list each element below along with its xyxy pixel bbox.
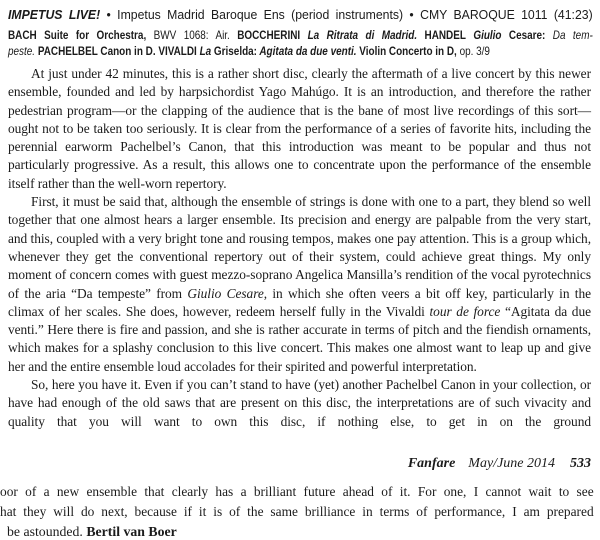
aria-title: peste.	[8, 44, 38, 58]
page-number: 533	[570, 456, 591, 471]
work-title: La	[196, 44, 212, 58]
fragment-line-2	[0, 502, 594, 522]
headnote-title-line	[8, 6, 593, 23]
french-phrase: tour de force	[429, 303, 501, 319]
catalog-number-and-timing: CMY BAROQUE 1011 (41:23)	[420, 7, 593, 22]
text-segment: So, here you have it. Even if you can’t stand to have (yet) another Pachelbel Canon in your collection, or have had enough of the old saws that are present on this disc, the interpretations are of such vivacity and quality that you will want to own this disc, if nothing else, to get in on the ground	[8, 377, 591, 429]
text-segment: hat they will do next, because if it is of the same brilliance in terms of performance, I am prepared	[0, 504, 594, 519]
text-segment: “Agitata da due venti.” Here there is fire and passion, and she is rather accurate in terms of pitch and the fiendish ornaments, which makes for a splashy conclusion to this live concert. This makes one almost want to leap up and give her and the entire ensemble loud accolades for their spirited and powerful interpretation.	[8, 303, 591, 374]
works-line-1	[8, 28, 593, 44]
review-paragraph-1	[8, 65, 591, 193]
aria-title: Da tem-	[545, 29, 593, 42]
next-page-fragment	[0, 482, 600, 540]
work-title: Suite for Orchestra,	[36, 29, 147, 42]
review-headnote	[0, 0, 600, 59]
journal-footer	[0, 455, 600, 472]
composer-name: HANDEL	[417, 29, 466, 42]
issue-date: May/June 2014	[468, 456, 555, 471]
works-list	[8, 28, 592, 59]
works-line-2	[8, 44, 593, 60]
review-paragraph-3	[8, 376, 591, 431]
text-segment: be astounded.	[7, 524, 87, 539]
work-title: Violin Concerto in D,	[356, 44, 457, 58]
work-title: Cesare:	[501, 29, 546, 42]
album-title: IMPETUS LIVE!	[8, 7, 101, 22]
composer-name: VIVALDI	[158, 44, 197, 58]
work-detail: BWV 1068: Air.	[146, 29, 238, 42]
ensemble-name: Impetus Madrid Baroque Ens (period instruments)	[117, 7, 404, 22]
fragment-line-1	[0, 482, 594, 502]
work-title: Giulio	[465, 29, 502, 42]
journal-name: Fanfare	[407, 456, 456, 471]
composer-name: BACH	[8, 29, 37, 42]
bullet-separator: •	[100, 7, 118, 22]
work-title: La Ritrata di Madrid.	[300, 29, 418, 42]
text-segment: , in which she often veers a bit off key, particularly in the climax of her scales. She does, however, redeem herself fully in the Vivaldi	[8, 285, 592, 319]
text-segment: First, it must be said that, although the ensemble of strings is done with one to a part, they blend so well together that one almost hears a larger ensemble. Its precision and energy are palpable from the very start, and this, coupled with a very bright tone and rousing tempos, makes one pay attention. This is a group which, whenever they get the conventional repertory out of their system, could achieve great things. My only moment of concern comes with guest mezzo-soprano Angelica Mansilla’s rendition of the vocal pyrotechnics of the aria “Da tempeste” from	[8, 194, 591, 301]
text-segment: At just under 42 minutes, this is a rather short disc, clearly the aftermath of a live concert by this newer ensemble, founded and led by harpsichordist Yago Mahúgo. It is an introduction, and therefore the rather pedestrian program—or the clapping of the audience that is the bane of most live recordings of this sort—ought not to be taken too seriously. It is clear from the performance of a series of favorite hits, including the perennial earworm Pachelbel’s Canon, that this introduction was meant to be popular and thus not particularly progressive. As a result, this allows one to concentrate upon the performance of the ensemble itself rather than the well-worn repertory.	[8, 66, 591, 191]
work-title: Canon in D.	[97, 44, 159, 58]
composer-name: BOCCHERINI	[237, 29, 301, 42]
text-segment: oor of a new ensemble that clearly has a brilliant future ahead of it. For one, I cannot wait to see	[0, 484, 594, 499]
review-body	[0, 59, 600, 451]
bullet-separator: •	[403, 7, 421, 22]
work-title: Griselda:	[211, 44, 257, 58]
work-detail: op. 3/9	[456, 44, 490, 58]
composer-name: PACHELBEL	[37, 44, 98, 58]
fragment-line-3	[0, 522, 600, 540]
review-paragraph-2	[8, 193, 591, 376]
reviewer-name: Bertil van Boer	[86, 524, 177, 539]
aria-title: Agitata da due venti.	[256, 44, 357, 58]
opera-title: Giulio Cesare	[187, 285, 264, 301]
